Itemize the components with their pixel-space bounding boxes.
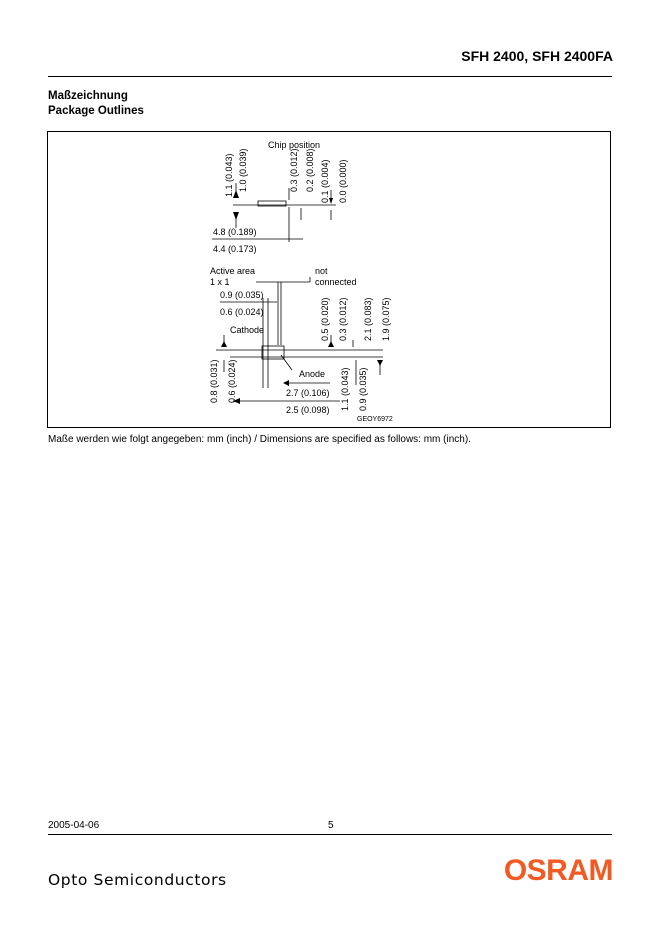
dim-bottom-2: 2.5 (0.098) bbox=[286, 405, 330, 415]
active-area-label: Active area bbox=[210, 266, 256, 276]
section-title-de: Maßzeichnung bbox=[48, 90, 128, 102]
dim-lower-right-1: 1.1 (0.043) bbox=[340, 367, 350, 411]
dimensions-caption: Maße werden wie folgt angegeben: mm (inch) / Dimensions are specified as follows: mm (inch). bbox=[48, 434, 471, 445]
cathode-label: Cathode bbox=[230, 325, 265, 335]
dim-top-1: 1.1 (0.043) bbox=[224, 153, 234, 197]
company-division-label: Opto Semiconductors bbox=[48, 871, 227, 889]
dim-top-3: 0.3 (0.012) bbox=[289, 148, 299, 192]
dim-right-4: 1.9 (0.075) bbox=[381, 297, 391, 341]
dim-right-3: 2.1 (0.083) bbox=[363, 297, 373, 341]
anode-label: Anode bbox=[299, 369, 326, 379]
page-number: 5 bbox=[328, 820, 334, 831]
osram-logo: OSRAM bbox=[503, 854, 613, 887]
dim-width-2: 4.4 (0.173) bbox=[213, 244, 257, 254]
chip-position-label: Chip position bbox=[268, 140, 321, 150]
not-connected-label-2: connected bbox=[315, 277, 357, 287]
not-connected-label-1: not bbox=[315, 266, 328, 276]
dim-top-6: 0.0 (0.000) bbox=[338, 159, 348, 203]
dim-right-2: 0.3 (0.012) bbox=[338, 297, 348, 341]
dim-lower-right-2: 0.9 (0.035) bbox=[358, 367, 368, 411]
dim-left-1: 0.8 (0.031) bbox=[209, 359, 219, 403]
dim-width-1: 4.8 (0.189) bbox=[213, 227, 257, 237]
dim-pad-2: 0.6 (0.024) bbox=[220, 307, 264, 317]
dim-top-5: 0.1 (0.004) bbox=[320, 159, 330, 203]
drawing-id: GEOY6972 bbox=[357, 416, 393, 423]
dim-bottom-1: 2.7 (0.106) bbox=[286, 388, 330, 398]
document-title: SFH 2400, SFH 2400FA bbox=[461, 48, 613, 64]
dim-pad-1: 0.9 (0.035) bbox=[220, 290, 264, 300]
active-area-size: 1 x 1 bbox=[210, 277, 230, 287]
dim-left-2: 0.6 (0.024) bbox=[227, 359, 237, 403]
footer-date: 2005-04-06 bbox=[48, 820, 100, 831]
dim-right-1: 0.5 (0.020) bbox=[320, 297, 330, 341]
footer-divider bbox=[48, 834, 612, 835]
section-title-en: Package Outlines bbox=[48, 105, 144, 117]
dim-top-2: 1.0 (0.039) bbox=[238, 148, 248, 192]
dim-top-4: 0.2 (0.008) bbox=[305, 148, 315, 192]
